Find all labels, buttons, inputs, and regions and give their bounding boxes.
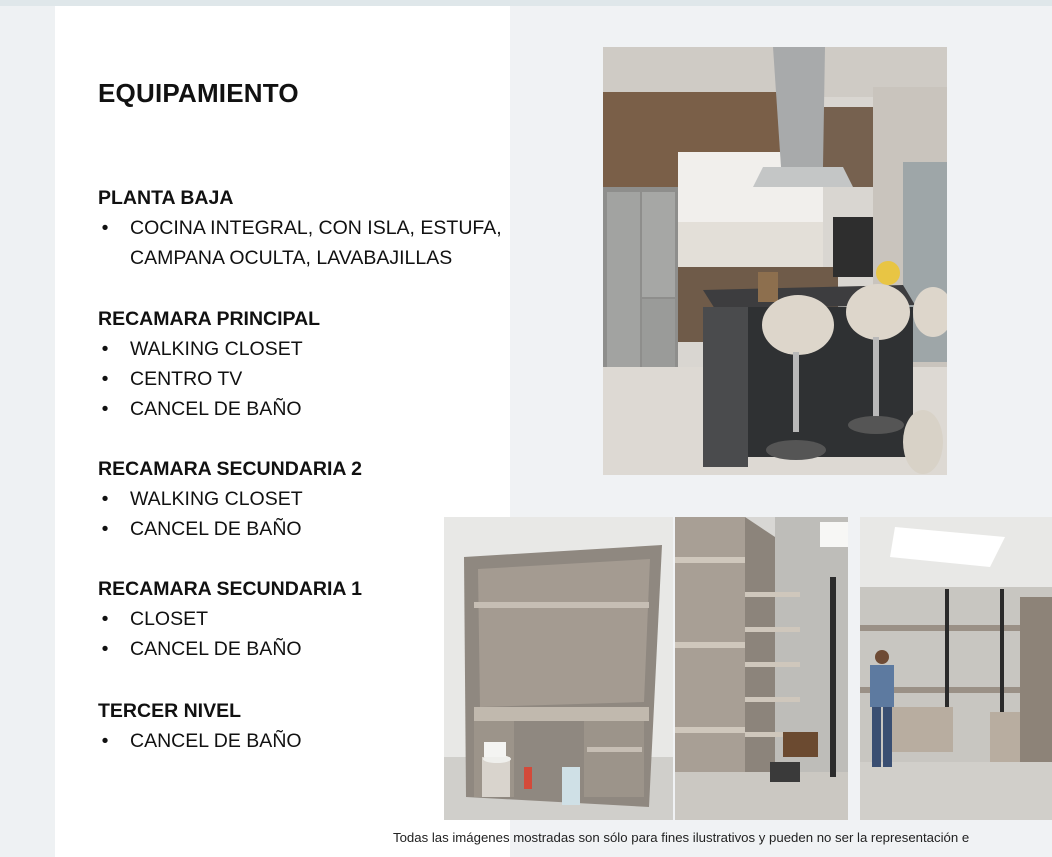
list-item-label: WALKING CLOSET (130, 338, 303, 360)
bullet-icon: • (101, 608, 109, 630)
list-item-label: CAMPANA OCULTA, LAVABAJILLAS (130, 247, 453, 269)
section-planta-baja (98, 183, 538, 273)
bullet-icon: • (101, 338, 109, 360)
bullet-icon: • (101, 398, 109, 420)
list-item-label: CLOSET (130, 608, 209, 630)
bullet-icon: • (101, 368, 109, 390)
disclaimer-caption: Todas las imágenes mostradas son sólo para fines ilustrativos y pueden no ser la representación e (393, 830, 970, 845)
bullet-icon: • (101, 638, 109, 660)
section-title: PLANTA BAJA (98, 187, 234, 209)
list-item (98, 334, 538, 364)
bullet-icon: • (101, 730, 109, 752)
list-item-label: CANCEL DE BAÑO (130, 518, 302, 540)
list-item-continuation (98, 243, 538, 273)
list-item-label: COCINA INTEGRAL, CON ISLA, ESTUFA, (130, 217, 502, 239)
list-item (98, 394, 538, 424)
kitchen-photo (603, 47, 947, 475)
list-item-label: CANCEL DE BAÑO (130, 638, 302, 660)
bullet-icon: • (101, 518, 109, 540)
page-title: EQUIPAMIENTO (98, 78, 299, 108)
list-item (98, 213, 538, 243)
section-recamara-principal (98, 304, 538, 424)
closet-worker-photo (860, 517, 1052, 820)
list-item-label: CANCEL DE BAÑO (130, 730, 302, 752)
list-item (98, 484, 538, 514)
bullet-icon: • (101, 488, 109, 510)
section-title: RECAMARA SECUNDARIA 1 (98, 578, 362, 600)
section-title: RECAMARA PRINCIPAL (98, 308, 321, 330)
list-item (98, 364, 538, 394)
tv-center-photo (444, 517, 673, 820)
bullet-icon: • (101, 217, 109, 239)
section-title: TERCER NIVEL (98, 700, 242, 722)
list-item-label: WALKING CLOSET (130, 488, 303, 510)
walking-closet-photo (675, 517, 848, 820)
list-item-label: CANCEL DE BAÑO (130, 398, 302, 420)
section-title: RECAMARA SECUNDARIA 2 (98, 458, 362, 480)
list-item-label: CENTRO TV (130, 368, 243, 390)
